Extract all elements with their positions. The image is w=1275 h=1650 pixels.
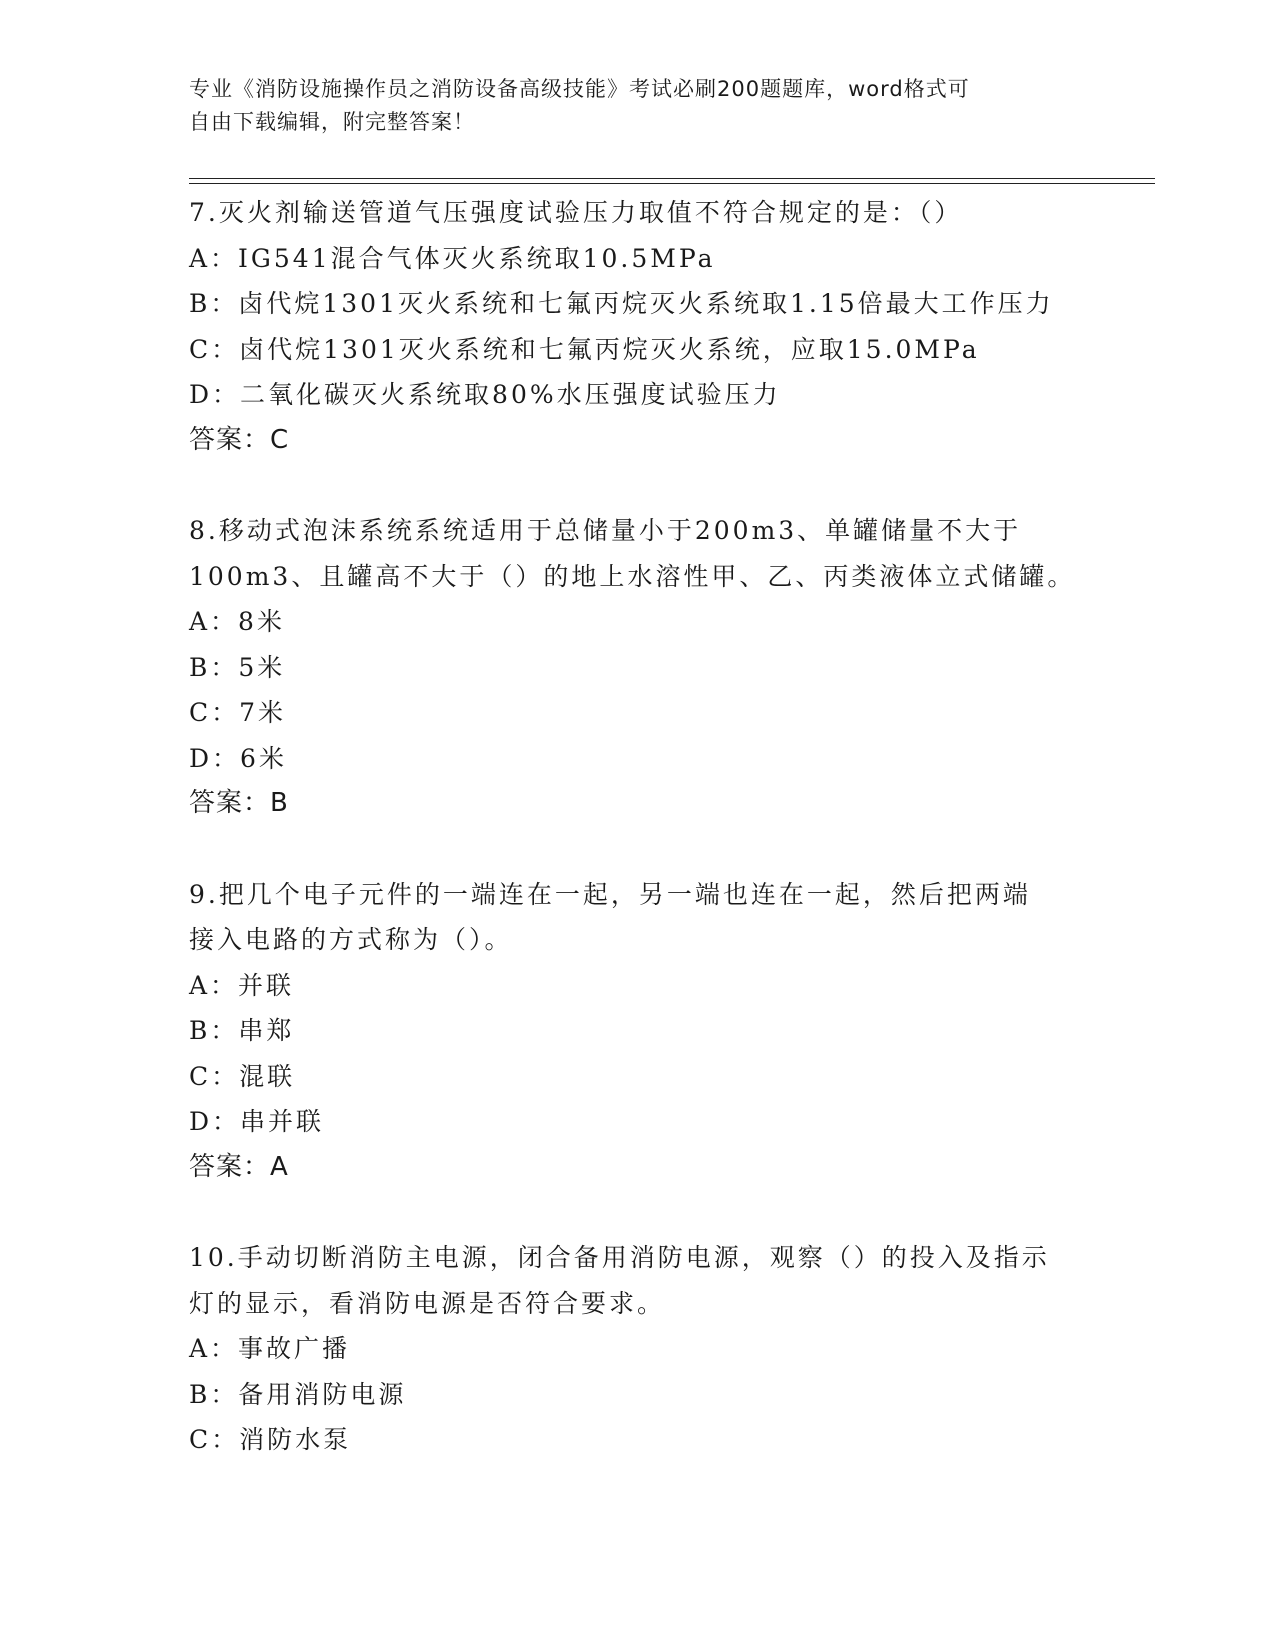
question-stem-continued: 100m3、且罐高不大于（）的地上水溶性甲、乙、丙类液体立式储罐。 — [189, 561, 1076, 591]
option-d: D：6米 — [189, 743, 287, 773]
option-c: C：卤代烷1301灭火系统和七氟丙烷灭火系统，应取15.0MPa — [189, 334, 980, 364]
option-a: A：8米 — [189, 607, 285, 636]
question-stem: 10.手动切断消防主电源，闭合备用消防电源，观察（）的投入及指示 — [189, 1243, 1050, 1272]
question-stem-continued: 接入电路的方式称为（）。 — [189, 925, 513, 954]
header-divider-top — [189, 178, 1155, 179]
option-a: A：事故广播 — [189, 1334, 351, 1363]
question-stem-continued: 灯的显示，看消防电源是否符合要求。 — [189, 1288, 666, 1318]
option-d: D：二氧化碳灭火系统取80%水压强度试验压力 — [189, 380, 781, 409]
option-c: C：7米 — [189, 698, 287, 727]
answer-line: 答案：C — [189, 424, 290, 455]
header-line-2: 自由下载编辑，附完整答案！ — [189, 110, 475, 134]
option-b: B：串郑 — [189, 1016, 295, 1045]
document-header — [189, 73, 1069, 139]
question-stem: 9.把几个电子元件的一端连在一起，另一端也连在一起，然后把两端 — [189, 879, 1031, 909]
question-8 — [189, 508, 1089, 827]
question-stem: 7.灭火剂输送管道气压强度试验压力取值不符合规定的是：（） — [189, 198, 963, 227]
answer-line: 答案：B — [189, 788, 289, 818]
option-b: B：5米 — [189, 652, 286, 682]
header-divider-bottom — [189, 183, 1155, 184]
option-d: D：串并联 — [189, 1107, 325, 1136]
question-stem: 8.移动式泡沫系统系统适用于总储量小于200m3、单罐储量不大于 — [189, 516, 1022, 545]
question-9 — [189, 872, 1089, 1191]
question-list — [189, 190, 1089, 1508]
option-b: B：卤代烷1301灭火系统和七氟丙烷灭火系统取1.15倍最大工作压力 — [189, 289, 1054, 318]
option-a: A：并联 — [189, 970, 295, 1000]
option-c: C：消防水泵 — [189, 1425, 352, 1454]
option-c: C：混联 — [189, 1061, 296, 1091]
answer-line: 答案：A — [189, 1151, 289, 1182]
question-7 — [189, 190, 1089, 463]
option-a: A：IG541混合气体灭火系统取10.5MPa — [189, 243, 716, 273]
header-line-1: 专业《消防设施操作员之消防设备高级技能》考试必刷200题题库，word格式可 — [189, 77, 970, 101]
option-b: B：备用消防电源 — [189, 1379, 407, 1409]
question-10 — [189, 1235, 1089, 1463]
